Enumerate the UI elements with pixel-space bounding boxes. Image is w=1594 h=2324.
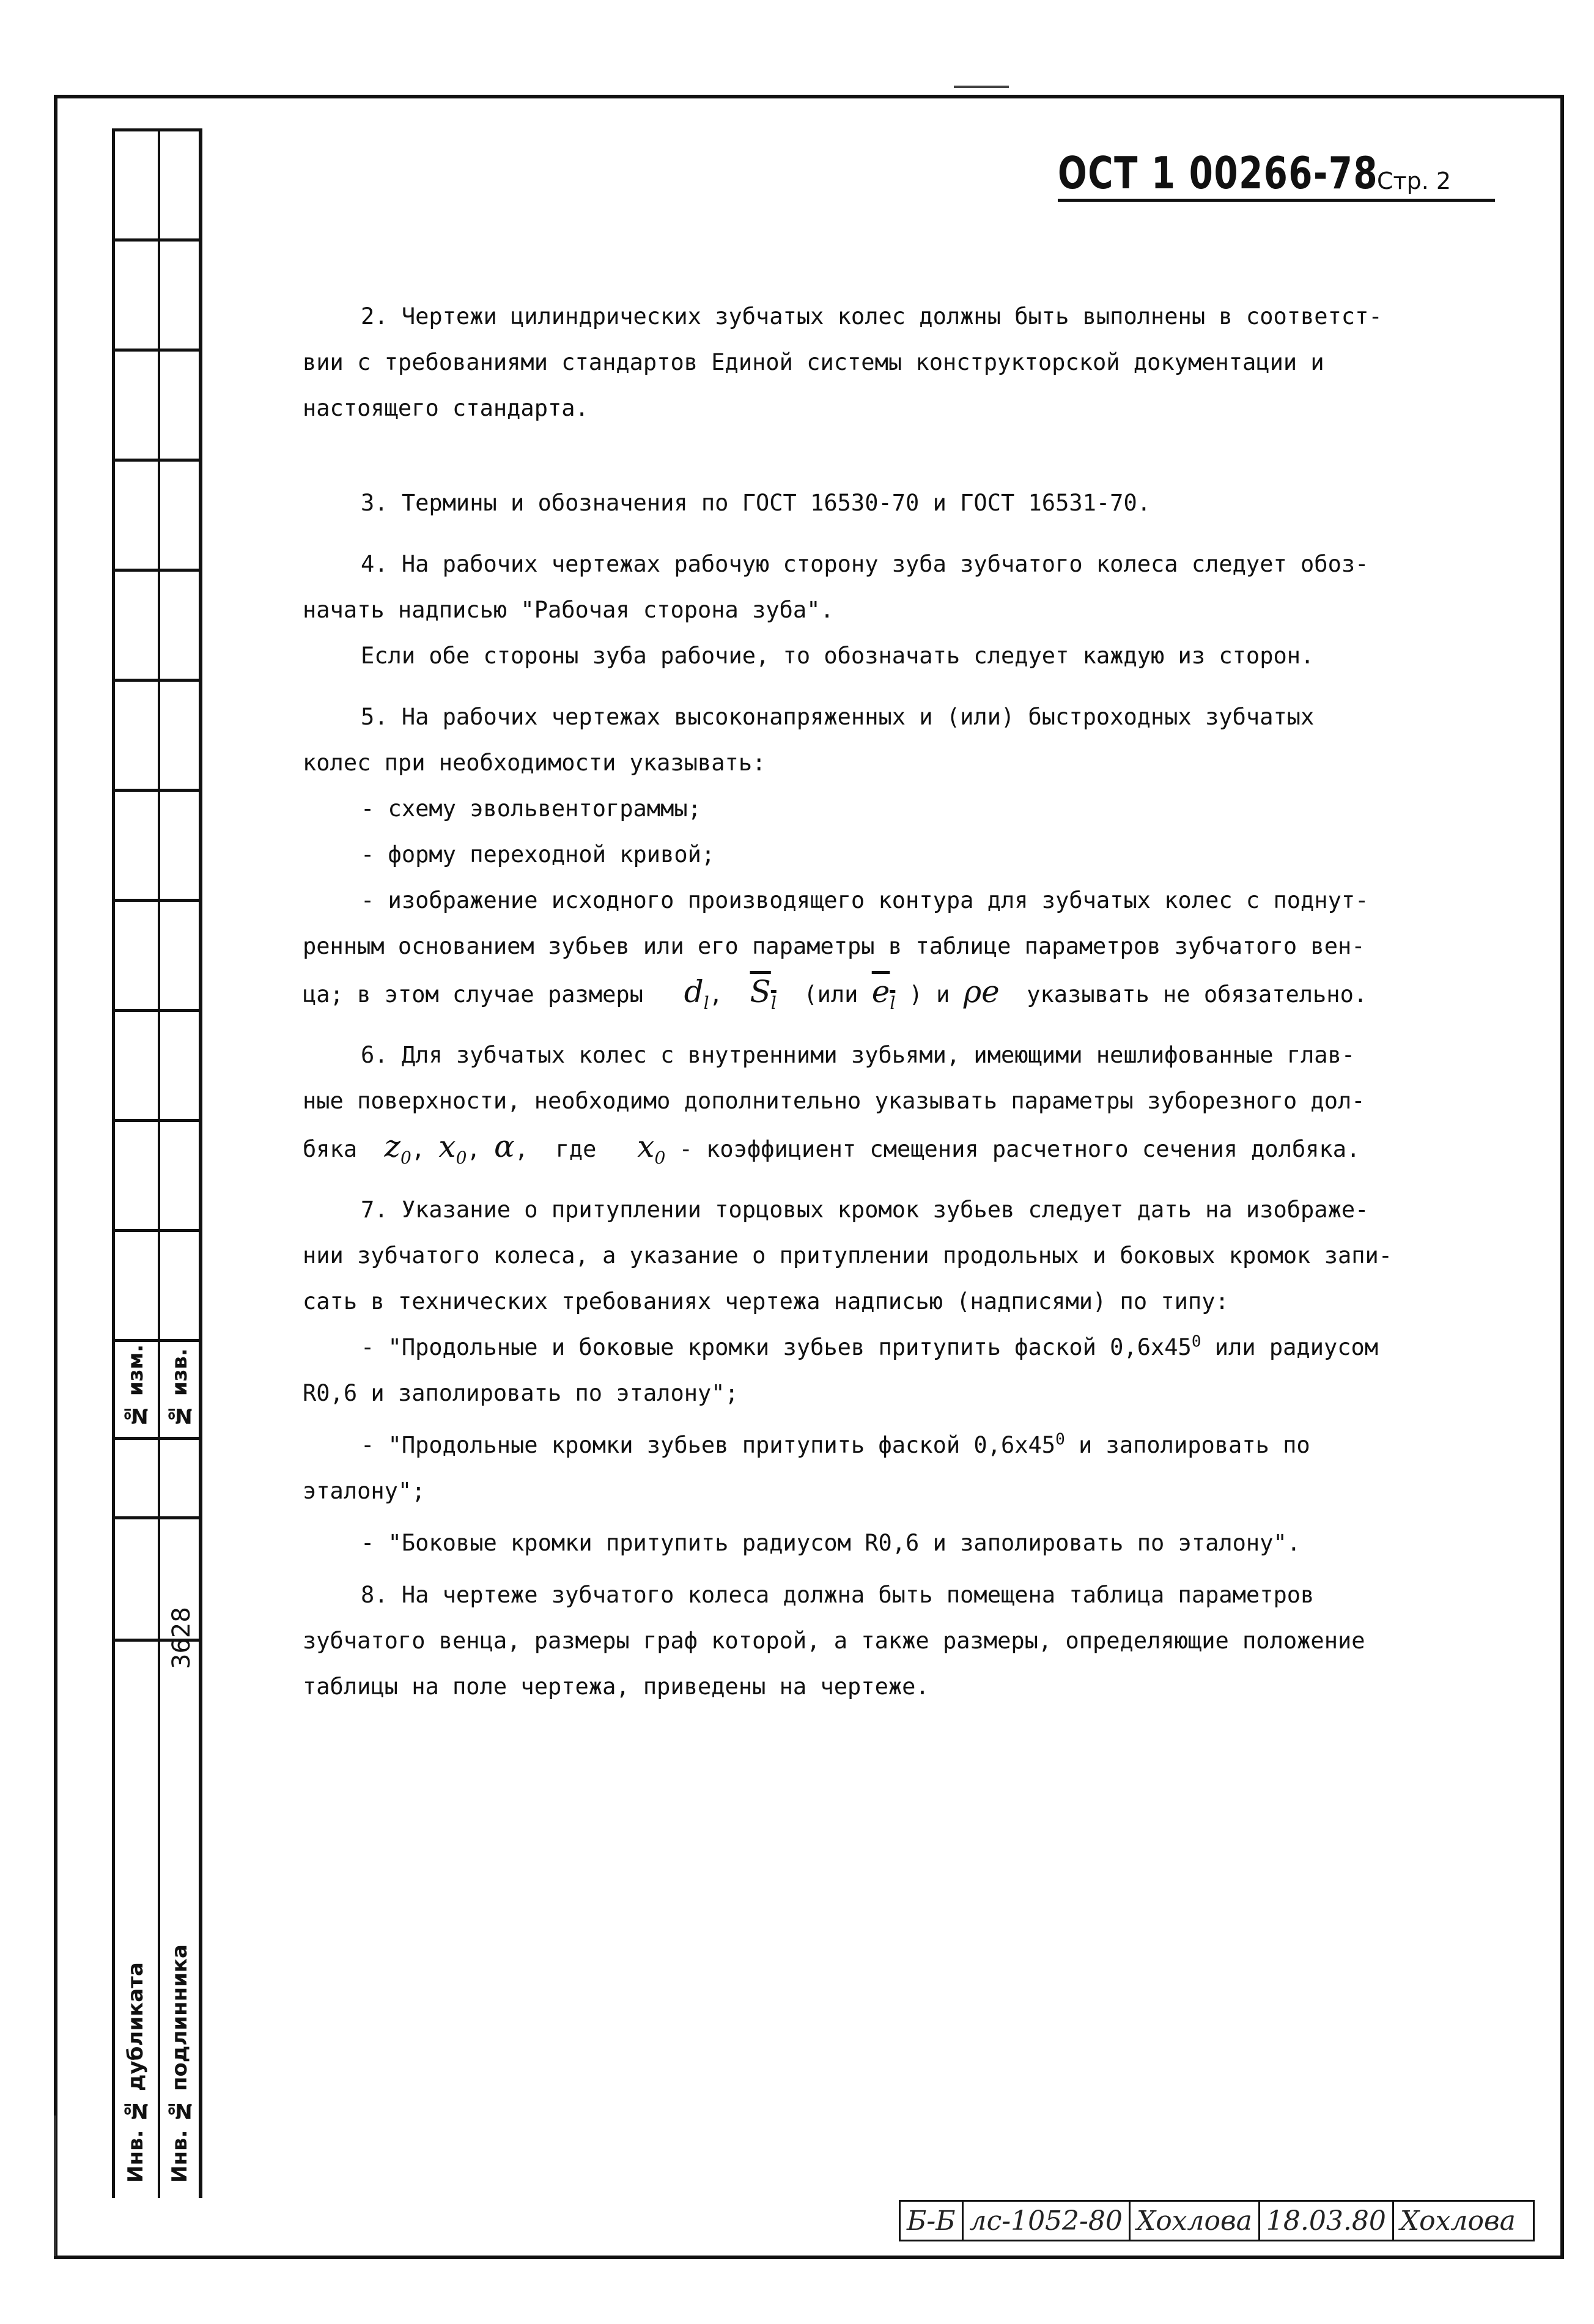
- paragraph-line: вии с требованиями стандартов Единой системы конструкторской документации и: [303, 349, 1324, 375]
- paragraph-line: R0,6 и заполировать по эталону";: [303, 1380, 739, 1406]
- scan-mark: [954, 86, 1009, 88]
- paragraph-line: настоящего стандарта.: [303, 395, 589, 421]
- side-registration-table: [112, 128, 202, 2198]
- formula-s: $S_l$: [750, 974, 777, 1013]
- stamp-field-number: лс-1052-80: [964, 2202, 1131, 2240]
- paragraph-line: 8. На чертеже зубчатого колеса должна быть помещена таблица параметров: [361, 1582, 1315, 1608]
- duplicate-inventory-label: Инв. № дубликата: [124, 1962, 148, 2183]
- paragraph-line-formula: ца; в этом случае размеры $d_l$, $S_l$ (или $e_l$ ) и ρe указывать не обязательно.: [303, 974, 1368, 1013]
- list-item: - "Продольные и боковые кромки зубьев притупить фаской $0,6х45^0$ или радиусом: [361, 1332, 1379, 1360]
- list-item: - форму переходной кривой;: [361, 841, 715, 868]
- document-body: [303, 293, 1495, 1710]
- paragraph-line: 2. Чертежи цилиндрических зубчатых колес должны быть выполнены в соответст-: [361, 303, 1382, 330]
- formula-x0: $x_0$: [637, 1129, 666, 1168]
- stamp-field-date: 18.03.80: [1260, 2202, 1394, 2240]
- stamp-field-name: Хохлова: [1131, 2202, 1260, 2240]
- paragraph-line: 7. Указание о притуплении торцовых кромок зубьев следует дать на изображе-: [361, 1197, 1369, 1223]
- formula-d: $d_l$: [684, 974, 709, 1013]
- paragraph-line: нии зубчатого колеса, а указание о притуплении продольных и боковых кромок запи-: [303, 1242, 1393, 1269]
- paragraph-line: колес при необходимости указывать:: [303, 750, 766, 776]
- inventory-number: 3628: [168, 1607, 196, 1669]
- paragraph-line: начать надписью "Рабочая сторона зуба".: [303, 597, 834, 623]
- formula-rho: ρe: [963, 974, 1000, 1009]
- original-inventory-label: Инв. № подлинника: [168, 1944, 192, 2183]
- paragraph-line: таблицы на поле чертежа, приведены на чертеже.: [303, 1673, 929, 1700]
- paragraph-line: ные поверхности, необходимо дополнительно указывать параметры зуборезного дол-: [303, 1088, 1365, 1114]
- paragraph-line: 6. Для зубчатых колес с внутренними зубьями, имеющими нешлифованные глав-: [361, 1042, 1356, 1068]
- registration-stamp: [899, 2200, 1535, 2241]
- paragraph-line: 4. На рабочих чертежах рабочую сторону зуба зубчатого колеса следует обоз-: [361, 551, 1369, 577]
- list-item: - "Продольные кромки зубьев притупить фаской $0,6х45^0$ и заполировать по: [361, 1430, 1310, 1458]
- stamp-signature: Хохлова: [1400, 2205, 1516, 2237]
- paragraph-line: ренным основанием зубьев или его параметры в таблице параметров зубчатого вен-: [303, 933, 1365, 959]
- document-code: ОСТ 1 00266-78: [1058, 147, 1379, 199]
- column-divider: [158, 128, 160, 2198]
- paragraph-line: сать в технических требованиях чертежа надписью (надписями) по типу:: [303, 1288, 1229, 1315]
- formula-alpha: α: [494, 1129, 515, 1164]
- formula-z0: $z_0$: [384, 1129, 411, 1168]
- page-number: Стр. 2: [1376, 168, 1452, 194]
- list-item: - "Боковые кромки притупить радиусом R0,6 и заполировать по эталону".: [361, 1530, 1301, 1556]
- document-header: [1058, 144, 1495, 202]
- paragraph-line: зубчатого венца, размеры граф которой, а также размеры, определяющие положение: [303, 1628, 1365, 1654]
- scan-mark-left: [54, 2116, 56, 2256]
- notice-number-label: № изв.: [168, 1348, 192, 1428]
- formula-x0: $x_0$: [438, 1129, 467, 1168]
- list-item: - схему эвольвентограммы;: [361, 795, 701, 822]
- paragraph-line: 3. Термины и обозначения по ГОСТ 16530-70 и ГОСТ 16531-70.: [361, 490, 1151, 516]
- change-number-label: № изм.: [124, 1344, 148, 1428]
- paragraph-line: эталону";: [303, 1478, 426, 1504]
- formula-e: $e_l$: [871, 974, 896, 1013]
- paragraph-line-formula: бяка $z_0$, $x_0$, α, где $x_0$ - коэффициент смещения расчетного сечения долбяка.: [303, 1129, 1360, 1168]
- stamp-field-copy: Б-Б: [901, 2202, 964, 2240]
- paragraph-line: Если обе стороны зуба рабочие, то обозначать следует каждую из сторон.: [361, 643, 1315, 669]
- list-item: - изображение исходного производящего контура для зубчатых колес с поднут-: [361, 887, 1369, 913]
- paragraph-line: 5. На рабочих чертежах высоконапряженных и (или) быстроходных зубчатых: [361, 704, 1315, 730]
